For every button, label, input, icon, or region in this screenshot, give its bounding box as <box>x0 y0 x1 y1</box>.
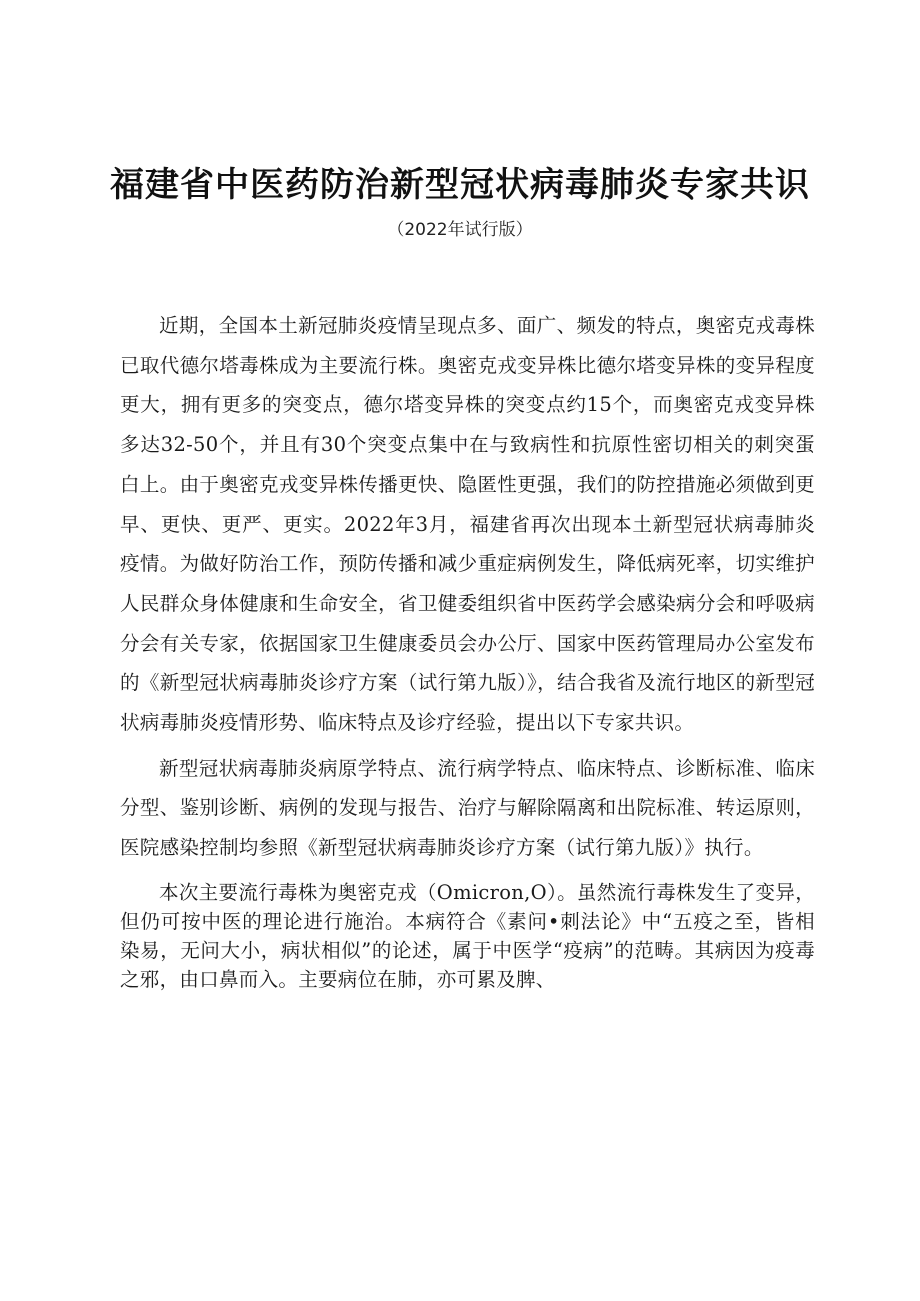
paragraph-intro: 近期，全国本土新冠肺炎疫情呈现点多、面广、频发的特点，奥密克戎毒株已取代德尔塔毒株成为主要流行株。奥密克戎变异株比德尔塔变异株的变异程度更大，拥有更多的突变点，德尔塔变异株的突变点约15个，而奥密克戎变异株多达32-50个，并且有30个突变点集中在与致病性和抗原性密切相关的刺突蛋白上。由于奥密克戎变异株传播更快、隐匿性更强，我们的防控措施必须做到更早、更快、更严、更实。2022年3月，福建省再次出现本土新型冠状病毒肺炎疫情。为做好防治工作，预防传播和减少重症病例发生，降低病死率，切实维护人民群众身体健康和生命安全，省卫健委组织省中医药学会感染病分会和呼吸病分会有关专家，依据国家卫生健康委员会办公厅、国家中医药管理局办公室发布的《新型冠状病毒肺炎诊疗方案（试行第九版）》，结合我省及流行地区的新型冠状病毒肺炎疫情形势、临床特点及诊疗经验，提出以下专家共识。 <box>120 314 815 735</box>
document-subtitle: （2022年试行版） <box>387 220 533 240</box>
document-title: 福建省中医药防治新型冠状病毒肺炎专家共识 <box>110 165 810 205</box>
paragraph-tcm-theory: 本次主要流行毒株为奥密克戎（Omicron,O）。虽然流行毒株发生了变异，但仍可按中医的理论进行施治。本病符合《素问•刺法论》中“五疫之至，皆相染易，无问大小，病状相似”的论述，属于中医学“疫病”的范畴。其病因为疫毒之邪，由口鼻而入。主要病位在肺，亦可累及脾、 <box>120 880 815 991</box>
document-body <box>120 306 815 994</box>
paragraph-reference: 新型冠状病毒肺炎病原学特点、流行病学特点、临床特点、诊断标准、临床分型、鉴别诊断、病例的发现与报告、治疗与解除隔离和出院标准、转运原则，医院感染控制均参照《新型冠状病毒肺炎诊疗方案（试行第九版）》执行。 <box>120 756 815 860</box>
